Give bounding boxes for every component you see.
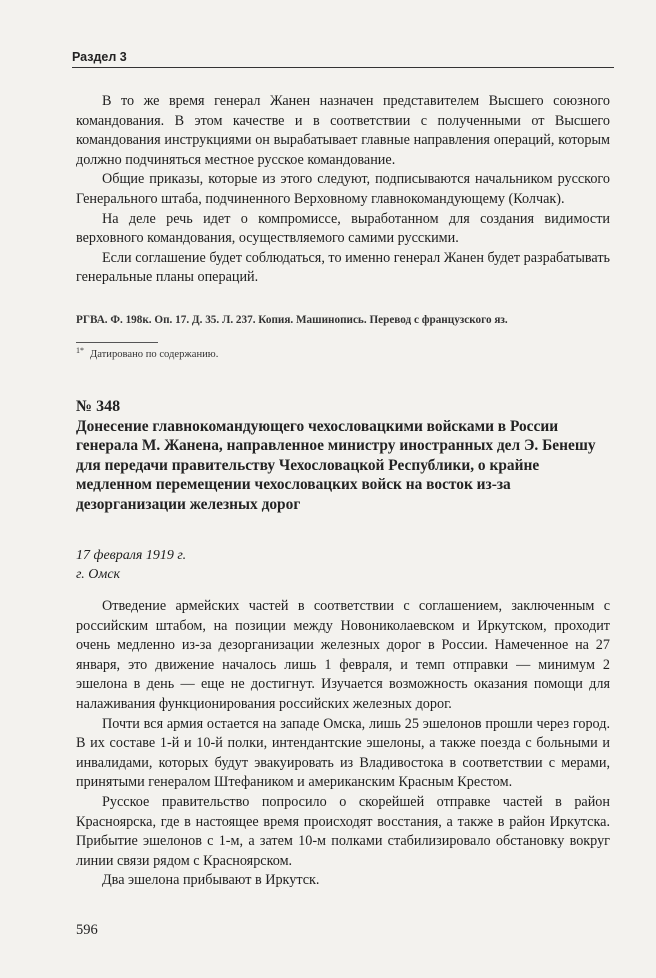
paragraph: На деле речь идет о компромиссе, выработанном для создания видимости верховного командования, осуществляемого самими русскими. bbox=[76, 210, 610, 247]
paragraph: Русское правительство попросило о скорейшей отправке частей в район Красноярска, где в настоящее время происходят восстания, а также в район Иркутска. Прибытие эшелонов с 1-м, а затем 10-м полками стабилизировало обстановку вокруг линии связи рядом с Красноярском. bbox=[76, 793, 610, 869]
document-place: г. Омск bbox=[76, 567, 121, 582]
paragraph: Если соглашение будет соблюдаться, то именно генерал Жанен будет разрабатывать генеральные планы операций. bbox=[76, 249, 610, 286]
paragraph: Общие приказы, которые из этого следуют, подписываются начальником русского Генерального штаба, подчиненного Верховному главнокомандующему (Колчак). bbox=[76, 171, 610, 207]
intro-text bbox=[76, 92, 610, 288]
footnote-text: Датировано по содержанию. bbox=[90, 349, 219, 360]
paragraph: Почти вся армия остается на западе Омска, лишь 25 эшелонов прошли через город. В их составе 1-й и 10-й полки, интендантские эшелоны, а также поезда с больными и инвалидами, которых будут эвакуировать из Владивостока в соответствии с мерами, принятыми генералом Штефаником и американским Красным Крестом. bbox=[76, 715, 610, 791]
document-title: Донесение главнокомандующего чехословацкими войсками в России генерала М. Жанена, направленное министру иностранных дел Э. Бенешу для передачи правительству Чехословацкой Республики, о крайне медленном перемещении чехословацких войск на восток из-за дезорганизации железных дорог bbox=[76, 418, 596, 513]
paragraph: Два эшелона прибывают в Иркутск. bbox=[102, 872, 320, 889]
footnote-divider bbox=[76, 342, 158, 343]
page-number: 596 bbox=[76, 922, 98, 938]
document-number: № 348 bbox=[76, 398, 121, 415]
paragraph: В то же время генерал Жанен назначен представителем Высшего союзного командования. В этом качестве и в соответствии с полученными от Высшего командования инструкциями он вырабатывает главные направления операций, которым должно подчиняться местное русское командование. bbox=[76, 93, 610, 168]
main-text bbox=[76, 597, 610, 891]
paragraph: Отведение армейских частей в соответствии с соглашением, заключенным с российским штабом, на позиции между Новониколаевском и Иркутском, проходит очень медленно из-за дезорганизации железных дорог в России. Намеченное на 27 января, это движение началось лишь 1 февраля, и темп отправки — минимум 2 эшелона в день — еще не достигнут. Изучается возможность оказания помощи для налаживания функционирования российских железных дорог. bbox=[76, 598, 610, 712]
footnote bbox=[76, 346, 610, 360]
archive-source: РГВА. Ф. 198к. Оп. 17. Д. 35. Л. 237. Копия. Машинопись. Перевод с французского яз. bbox=[76, 314, 508, 326]
section-header: Раздел 3 bbox=[72, 50, 127, 64]
footnote-marker: 1* bbox=[76, 346, 84, 355]
header-divider bbox=[72, 67, 614, 68]
document-date: 17 февраля 1919 г. bbox=[76, 548, 187, 563]
